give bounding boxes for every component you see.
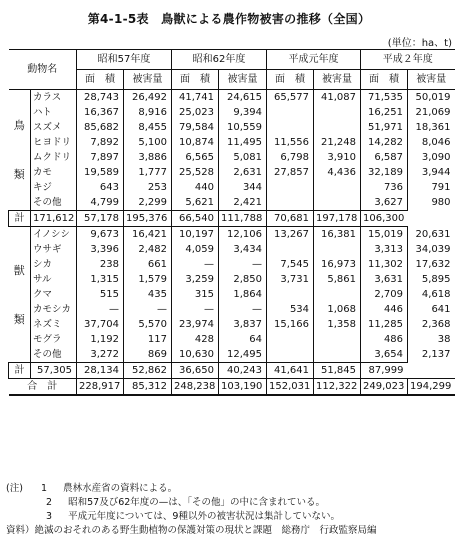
area-value: 736 <box>361 180 408 195</box>
table-row <box>9 242 455 257</box>
year-header: 昭和57年度 <box>77 50 172 70</box>
table-row <box>9 120 455 135</box>
area-value: 238 <box>77 257 124 272</box>
subtotal-row <box>9 363 455 379</box>
damage-value: 8,455 <box>124 120 172 135</box>
total-row <box>9 379 455 396</box>
area-value: 7,897 <box>77 150 124 165</box>
note-line <box>6 482 456 496</box>
subtotal-label: 計 <box>9 363 31 379</box>
area-value: 51,845 <box>314 363 361 379</box>
area-value: 28,743 <box>77 90 124 106</box>
area-value <box>267 242 314 257</box>
area-value: 32,189 <box>361 165 408 180</box>
area-header: 面 積 <box>267 70 314 90</box>
area-value: 16,251 <box>361 105 408 120</box>
damage-value: 36,650 <box>172 363 219 379</box>
area-value: 13,267 <box>267 227 314 243</box>
damage-value: 10,559 <box>219 120 267 135</box>
damage-header: 被害量 <box>314 70 361 90</box>
area-value: 5,621 <box>172 195 219 211</box>
damage-value: 4,436 <box>314 165 361 180</box>
table-row <box>9 165 455 180</box>
damage-value: — <box>219 257 267 272</box>
area-value: 3,396 <box>77 242 124 257</box>
note-text: 平成元年度については、9種以外の被害状況は集計していない。 <box>68 511 340 522</box>
year-header: 平成元年度 <box>267 50 361 70</box>
animal-name: ハト <box>31 105 77 120</box>
table-row <box>9 332 455 347</box>
area-value: 37,704 <box>77 317 124 332</box>
damage-value: 21,069 <box>408 105 455 120</box>
damage-header: 被害量 <box>408 70 455 90</box>
damage-value: 2,850 <box>219 272 267 287</box>
category-label: 獣 類 <box>9 227 31 363</box>
damage-value: 5,570 <box>124 317 172 332</box>
area-value: 7,892 <box>77 135 124 150</box>
damage-value: 41,087 <box>314 90 361 106</box>
damage-value: 3,434 <box>219 242 267 257</box>
damage-value: 3,944 <box>408 165 455 180</box>
table-row <box>9 195 455 211</box>
animal-name: ウサギ <box>31 242 77 257</box>
area-value: 195,376 <box>124 211 172 227</box>
area-value: 248,238 <box>172 379 219 396</box>
damage-header: 被害量 <box>219 70 267 90</box>
area-value: 9,673 <box>77 227 124 243</box>
area-value <box>267 347 314 363</box>
animal-name: クマ <box>31 287 77 302</box>
category-label: 鳥 類 <box>9 90 31 211</box>
damage-value: 2,299 <box>124 195 172 211</box>
damage-value: 17,632 <box>408 257 455 272</box>
notes-section <box>6 482 456 538</box>
area-value <box>267 180 314 195</box>
table-row <box>9 135 455 150</box>
animal-col-header: 動物名 <box>9 50 77 90</box>
area-value: 3,259 <box>172 272 219 287</box>
damage-value: 106,300 <box>361 211 408 227</box>
damage-value: 5,081 <box>219 150 267 165</box>
damage-header: 被害量 <box>124 70 172 90</box>
area-value: — <box>77 302 124 317</box>
damage-value: 70,681 <box>267 211 314 227</box>
area-value: 52,862 <box>124 363 172 379</box>
area-value: 515 <box>77 287 124 302</box>
damage-value: 28,134 <box>77 363 124 379</box>
damage-value: 2,137 <box>408 347 455 363</box>
area-value: 3,627 <box>361 195 408 211</box>
note-number: 3 <box>46 511 53 522</box>
damage-value: — <box>124 302 172 317</box>
damage-value: 661 <box>124 257 172 272</box>
damage-value: 1,358 <box>314 317 361 332</box>
area-value: 486 <box>361 332 408 347</box>
animal-name: モグラ <box>31 332 77 347</box>
area-value: 10,197 <box>172 227 219 243</box>
area-value: 3,654 <box>361 347 408 363</box>
subtotal-row <box>9 211 455 227</box>
animal-name: カモ <box>31 165 77 180</box>
damage-value: 112,322 <box>314 379 361 396</box>
damage-value: 5,100 <box>124 135 172 150</box>
damage-value <box>314 180 361 195</box>
area-header: 面 積 <box>77 70 124 90</box>
note-line <box>6 496 456 510</box>
damage-value: 16,973 <box>314 257 361 272</box>
area-value: 25,528 <box>172 165 219 180</box>
damage-value: 344 <box>219 180 267 195</box>
damage-value: 253 <box>124 180 172 195</box>
damage-value: 869 <box>124 347 172 363</box>
note-text: 農林水産省の資料による。 <box>63 483 178 494</box>
damage-value: 34,039 <box>408 242 455 257</box>
area-value: 1,192 <box>77 332 124 347</box>
area-value: 6,587 <box>361 150 408 165</box>
animal-name: イノシシ <box>31 227 77 243</box>
area-value: 57,305 <box>31 363 77 379</box>
area-value: 7,545 <box>267 257 314 272</box>
animal-name: カモシカ <box>31 302 77 317</box>
note-text: 昭和57及び62年度の—は、「その他」の中に含まれている。 <box>68 497 326 508</box>
area-value: 446 <box>361 302 408 317</box>
damage-value <box>314 332 361 347</box>
area-value: 4,799 <box>77 195 124 211</box>
damage-table <box>8 49 455 396</box>
animal-name: キジ <box>31 180 77 195</box>
area-value: 440 <box>172 180 219 195</box>
animal-name: その他 <box>31 347 77 363</box>
area-value: 40,243 <box>219 363 267 379</box>
damage-value: 12,106 <box>219 227 267 243</box>
area-value: 3,631 <box>361 272 408 287</box>
area-value: 27,857 <box>267 165 314 180</box>
area-value: 11,285 <box>361 317 408 332</box>
damage-value: 57,178 <box>77 211 124 227</box>
damage-value: 66,540 <box>172 211 219 227</box>
damage-value: 4,618 <box>408 287 455 302</box>
damage-value: 117 <box>124 332 172 347</box>
damage-value: 1,777 <box>124 165 172 180</box>
area-value <box>267 120 314 135</box>
damage-value <box>314 242 361 257</box>
total-label: 合 計 <box>9 379 77 396</box>
subtotal-label: 計 <box>9 211 31 227</box>
animal-name: サル <box>31 272 77 287</box>
damage-value: 2,482 <box>124 242 172 257</box>
damage-value: 20,631 <box>408 227 455 243</box>
damage-value: 41,641 <box>267 363 314 379</box>
note-line <box>6 510 456 524</box>
damage-value: 3,090 <box>408 150 455 165</box>
area-value: 228,917 <box>77 379 124 396</box>
damage-value: 791 <box>408 180 455 195</box>
damage-value: 64 <box>219 332 267 347</box>
notes-label: (注) <box>6 483 23 494</box>
area-value: 534 <box>267 302 314 317</box>
area-value: 10,874 <box>172 135 219 150</box>
table-row <box>9 257 455 272</box>
note-number: 2 <box>46 497 53 508</box>
damage-value: 16,421 <box>124 227 172 243</box>
area-value <box>267 332 314 347</box>
area-value: 15,019 <box>361 227 408 243</box>
damage-value: 1,068 <box>314 302 361 317</box>
area-value: 428 <box>172 332 219 347</box>
damage-value: 50,019 <box>408 90 455 106</box>
area-header: 面 積 <box>172 70 219 90</box>
animal-name: スズメ <box>31 120 77 135</box>
table-row <box>9 180 455 195</box>
animal-name: シカ <box>31 257 77 272</box>
area-value: — <box>172 257 219 272</box>
damage-value <box>314 287 361 302</box>
note-number: 1 <box>40 483 48 494</box>
source-line: 資料）絶滅のおそれのある野生動植物の保護対策の現状と課題 総務庁 行政監察局編 <box>6 525 377 536</box>
area-value: 16,367 <box>77 105 124 120</box>
area-value: — <box>172 302 219 317</box>
table-row <box>9 227 455 243</box>
damage-value <box>314 195 361 211</box>
area-value: 171,612 <box>31 211 77 227</box>
area-value: 41,741 <box>172 90 219 106</box>
year-header: 平成２年度 <box>361 50 455 70</box>
area-value: 249,023 <box>361 379 408 396</box>
area-value: 23,974 <box>172 317 219 332</box>
damage-value: 85,312 <box>124 379 172 396</box>
damage-value: 26,492 <box>124 90 172 106</box>
table-row <box>9 90 455 106</box>
animal-name: ヒヨドリ <box>31 135 77 150</box>
damage-value: 5,895 <box>408 272 455 287</box>
area-header: 面 積 <box>361 70 408 90</box>
animal-name: その他 <box>31 195 77 211</box>
damage-value: 3,886 <box>124 150 172 165</box>
area-value: 2,709 <box>361 287 408 302</box>
animal-name: ネズミ <box>31 317 77 332</box>
area-value: 71,535 <box>361 90 408 106</box>
damage-value: 194,299 <box>408 379 455 396</box>
area-value: 85,682 <box>77 120 124 135</box>
table-title: 第4-1-5表 鳥獣による農作物被害の推移（全国） <box>87 12 371 26</box>
area-value: 3,313 <box>361 242 408 257</box>
damage-value: 87,999 <box>361 363 408 379</box>
table-row <box>9 347 455 363</box>
area-value: 11,302 <box>361 257 408 272</box>
damage-value: 18,361 <box>408 120 455 135</box>
table-row <box>9 150 455 165</box>
damage-value: 3,910 <box>314 150 361 165</box>
area-value: 6,798 <box>267 150 314 165</box>
damage-value <box>314 105 361 120</box>
damage-value: 3,837 <box>219 317 267 332</box>
area-value: 79,584 <box>172 120 219 135</box>
damage-value: 12,495 <box>219 347 267 363</box>
damage-value: 2,421 <box>219 195 267 211</box>
damage-value: 24,615 <box>219 90 267 106</box>
table-row <box>9 302 455 317</box>
area-value: 315 <box>172 287 219 302</box>
area-value: 3,731 <box>267 272 314 287</box>
area-value: 4,059 <box>172 242 219 257</box>
damage-value <box>314 347 361 363</box>
area-value: 152,031 <box>267 379 314 396</box>
damage-value: 103,190 <box>219 379 267 396</box>
damage-value: 435 <box>124 287 172 302</box>
header-row-years <box>9 50 455 70</box>
damage-value: 1,579 <box>124 272 172 287</box>
area-value: 643 <box>77 180 124 195</box>
animal-name: カラス <box>31 90 77 106</box>
unit-label: (単位：ha、t) <box>387 38 452 49</box>
area-value: 1,315 <box>77 272 124 287</box>
year-header: 昭和62年度 <box>172 50 267 70</box>
area-value: 111,788 <box>219 211 267 227</box>
area-value: 6,565 <box>172 150 219 165</box>
damage-value: 38 <box>408 332 455 347</box>
area-value: 14,282 <box>361 135 408 150</box>
area-value: 15,166 <box>267 317 314 332</box>
damage-value <box>314 120 361 135</box>
damage-value: 2,368 <box>408 317 455 332</box>
table-row <box>9 287 455 302</box>
damage-value: 9,394 <box>219 105 267 120</box>
table-row <box>9 105 455 120</box>
animal-name: ムクドリ <box>31 150 77 165</box>
area-value: 25,023 <box>172 105 219 120</box>
damage-value: 641 <box>408 302 455 317</box>
area-value: 19,589 <box>77 165 124 180</box>
area-value: 11,556 <box>267 135 314 150</box>
damage-value: 16,381 <box>314 227 361 243</box>
table-row <box>9 272 455 287</box>
area-value: 51,971 <box>361 120 408 135</box>
area-value <box>267 105 314 120</box>
damage-value: 8,046 <box>408 135 455 150</box>
area-value: 10,630 <box>172 347 219 363</box>
damage-value: 1,864 <box>219 287 267 302</box>
damage-value: 5,861 <box>314 272 361 287</box>
area-value: 197,178 <box>314 211 361 227</box>
area-value: 3,272 <box>77 347 124 363</box>
damage-value: 11,495 <box>219 135 267 150</box>
damage-value: 8,916 <box>124 105 172 120</box>
damage-value: 2,631 <box>219 165 267 180</box>
table-row <box>9 317 455 332</box>
damage-value: 980 <box>408 195 455 211</box>
damage-value: — <box>219 302 267 317</box>
area-value <box>267 287 314 302</box>
damage-value: 21,248 <box>314 135 361 150</box>
area-value: 65,577 <box>267 90 314 106</box>
area-value <box>267 195 314 211</box>
